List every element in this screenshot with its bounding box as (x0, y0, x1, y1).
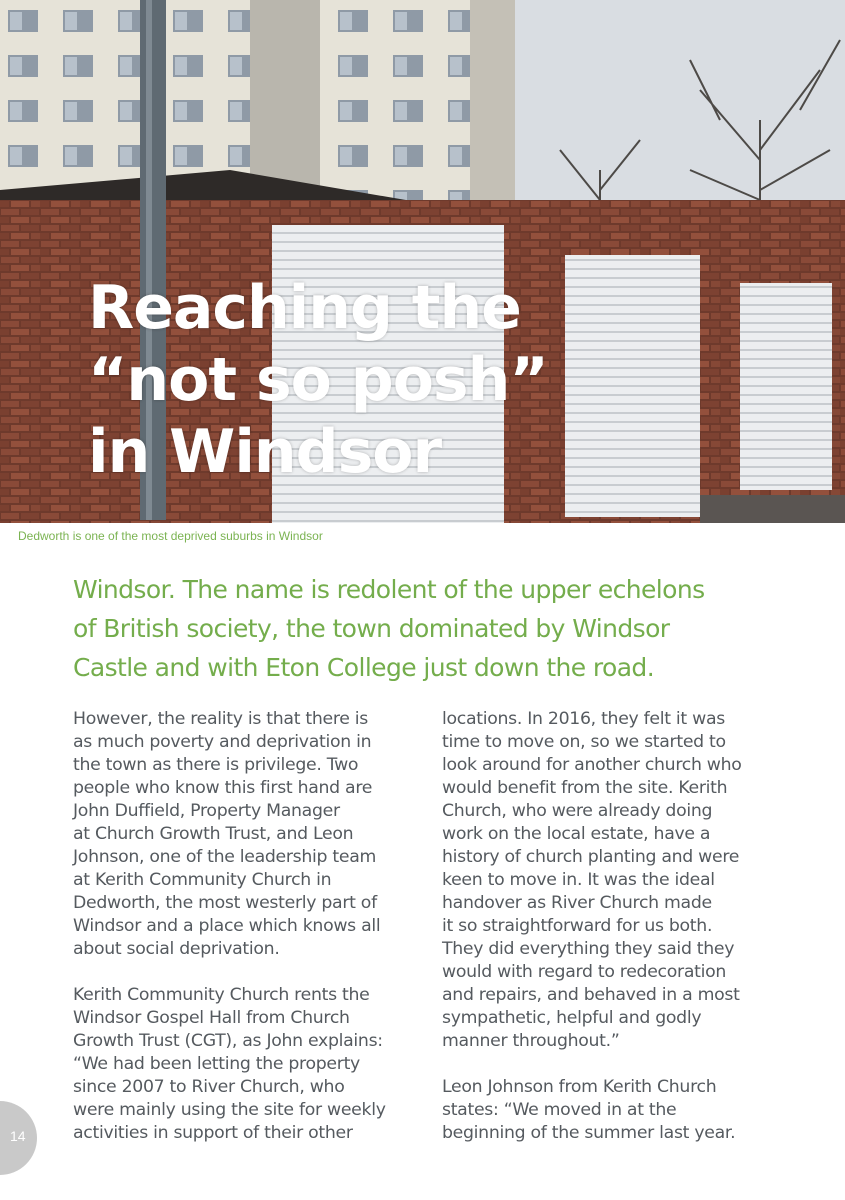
hero-photo (0, 0, 845, 523)
body-text-line: work on the local estate, have a (442, 824, 711, 844)
body-text-line: Dedworth, the most westerly part of (73, 893, 377, 913)
body-text-line: were mainly using the site for weekly (73, 1100, 386, 1120)
body-text-line: at Kerith Community Church in (73, 870, 332, 890)
body-text-line: the town as there is privilege. Two (73, 755, 359, 775)
body-text-line: John Duffield, Property Manager (73, 801, 340, 821)
body-text-line: Johnson, one of the leadership team (73, 847, 377, 867)
body-text-line: “We had been letting the property (73, 1054, 360, 1074)
body-text-line: states: “We moved in at the (442, 1100, 677, 1120)
title-line-1: Reaching the (88, 273, 521, 343)
body-text-line: activities in support of their other (73, 1123, 353, 1143)
body-text-line: people who know this first hand are (73, 778, 373, 798)
lead-line: Windsor. The name is redolent of the upper echelons (73, 575, 705, 604)
body-text-line: Growth Trust (CGT), as John explains: (73, 1031, 383, 1051)
body-text-line: locations. In 2016, they felt it was (442, 709, 725, 729)
title-line-3: in Windsor (88, 417, 442, 487)
body-text-line: They did everything they said they (442, 939, 735, 959)
body-text-line: sympathetic, helpful and godly (442, 1008, 702, 1028)
body-text-line: as much poverty and deprivation in (73, 732, 372, 752)
body-column-right (442, 708, 792, 1145)
body-text-line: about social deprivation. (73, 939, 280, 959)
title-line-2: “not so posh” (88, 345, 548, 415)
body-text-line: look around for another church who (442, 755, 742, 775)
body-text-line: since 2007 to River Church, who (73, 1077, 345, 1097)
body-text-line: handover as River Church made (442, 893, 712, 913)
body-text-line: manner throughout.” (442, 1031, 620, 1051)
lead-line: of British society, the town dominated by Windsor (73, 614, 670, 643)
body-text-line: at Church Growth Trust, and Leon (73, 824, 354, 844)
body-text-line: would benefit from the site. Kerith (442, 778, 728, 798)
body-text-line: keen to move in. It was the ideal (442, 870, 715, 890)
lead-paragraph (73, 570, 793, 687)
body-text-line: However, the reality is that there is (73, 709, 368, 729)
lead-line: Castle and with Eton College just down the road. (73, 653, 655, 682)
body-text-line: would with regard to redecoration (442, 962, 727, 982)
paragraph-gap (442, 1053, 792, 1076)
body-text-line: Leon Johnson from Kerith Church (442, 1077, 717, 1097)
body-text-line: and repairs, and behaved in a most (442, 985, 740, 1005)
body-text-line: history of church planting and were (442, 847, 740, 867)
body-text-line: it so straightforward for us both. (442, 916, 713, 936)
body-text-line: Windsor and a place which knows all (73, 916, 381, 936)
article-title (88, 272, 548, 488)
body-text-line: Kerith Community Church rents the (73, 985, 370, 1005)
page-number: 14 (10, 1128, 26, 1144)
body-column-left (73, 708, 423, 1145)
body-text-line: time to move on, so we started to (442, 732, 726, 752)
paragraph-gap (73, 961, 423, 984)
body-text-line: Windsor Gospel Hall from Church (73, 1008, 350, 1028)
body-text-line: Church, who were already doing (442, 801, 713, 821)
photo-caption: Dedworth is one of the most deprived suburbs in Windsor (18, 529, 323, 543)
body-text-line: beginning of the summer last year. (442, 1123, 736, 1143)
